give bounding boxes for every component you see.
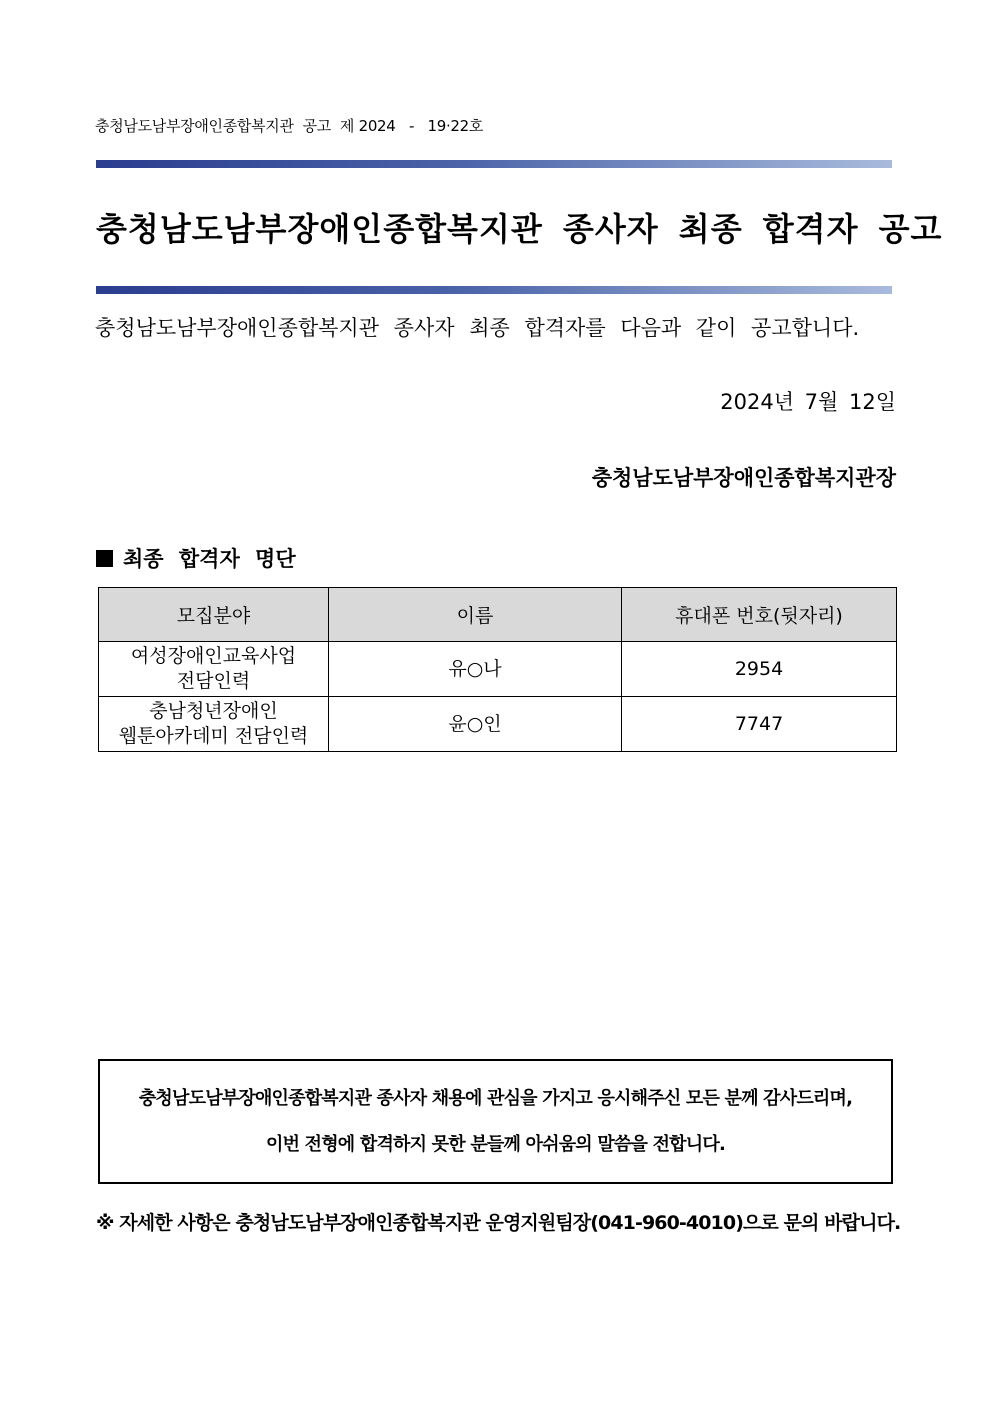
issuer-name: 충청남도남부장애인종합복지관장 xyxy=(591,466,896,490)
row-field: 여성장애인교육사업 전담인력 xyxy=(99,642,329,697)
header-field: 모집분야 xyxy=(99,588,329,642)
row-name: 윤○인 xyxy=(329,697,622,752)
page-title: 충청남도남부장애인종합복지관 종사자 최종 합격자 공고 xyxy=(96,210,943,248)
document-number: 충청남도남부장애인종합복지관 공고 제 2024 - 19·22호 xyxy=(95,117,484,135)
header-name: 이름 xyxy=(329,588,622,642)
notice-line-2: 이번 전형에 합격하지 못한 분들께 아쉬움의 말씀을 전합니다. xyxy=(265,1133,725,1155)
title-bottom-rule xyxy=(96,286,892,294)
table-row xyxy=(99,642,897,697)
row-field: 충남청년장애인 웹툰아카데미 전담인력 xyxy=(99,697,329,752)
row-phone: 7747 xyxy=(622,697,897,752)
header-phone: 휴대폰 번호(뒷자리) xyxy=(622,588,897,642)
section-heading xyxy=(96,543,296,573)
title-top-rule xyxy=(96,160,892,168)
announcement-date: 2024년 7월 12일 xyxy=(720,390,896,414)
contact-info: ※ 자세한 사항은 충청남도남부장애인종합복지관 운영지원팀장(041-960-4010)으로 문의 바랍니다. xyxy=(96,1212,901,1234)
row-phone: 2954 xyxy=(622,642,897,697)
notice-line-1: 충청남도남부장애인종합복지관 종사자 채용에 관심을 가지고 응시해주신 모든 분께 감사드리며, xyxy=(138,1087,853,1109)
intro-text: 충청남도남부장애인종합복지관 종사자 최종 합격자를 다음과 같이 공고합니다. xyxy=(95,316,860,340)
table-header-row xyxy=(99,588,897,642)
table-row xyxy=(99,697,897,752)
final-applicants-table xyxy=(98,587,897,752)
row-name: 유○나 xyxy=(329,642,622,697)
thank-you-notice-box xyxy=(98,1059,893,1184)
section-heading-label: 최종 합격자 명단 xyxy=(123,547,296,571)
black-square-icon xyxy=(96,550,113,567)
